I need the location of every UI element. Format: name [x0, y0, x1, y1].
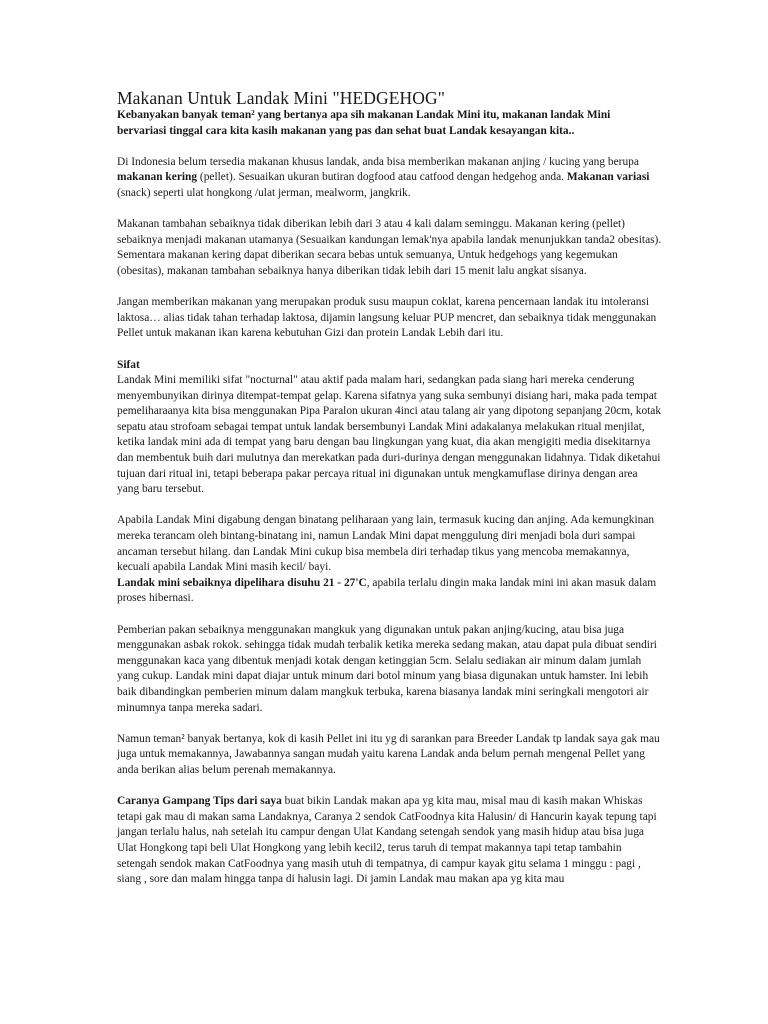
paragraph-nocturnal: Landak Mini memiliki sifat "nocturnal" atau aktif pada malam hari, sedangkan pada siang hari mereka cenderung menyembunyikan dirinya ditempat-tempat gelap. Karena sifatnya yang suka sembunyi disiang hari, maka pada tempat pemeliharaanya kita bisa menggunakan Pipa Paralon ukuran 4inci atau talang air yang dipotong sepanjang 20cm, kotak sepatu atau strofoam sebagai tempat untuk landak bersembunyi Landak Mini adakalanya melakukan ritual menjilat, ketika landak mini ada di tempat yang baru dengan bau lingkungan yang kuat, dia akan mengigiti media disekitarnya dan membentuk buih dari mulutnya dan merekatkan pada duri-durinya dengan menggunakan lidahnya. Tidak diketahui tujuan dari ritual ini, tetapi beberapa pakar percaya ritual ini digunakan untuk mengkamuflase dirinya dengan area yang baru tersebut. [117, 374, 662, 496]
article-title: Makanan Untuk Landak Mini "HEDGEHOG" [117, 88, 445, 108]
text-segment: , apabila terlalu dingin maka landak mini ini akan masuk dalam proses hibernasi. [117, 576, 657, 605]
paragraph-pellet-question: Namun teman² banyak bertanya, kok di kasih Pellet ini itu yg di sarankan para Breeder Landak tp landak saya gak mau juga untuk memakannya, Jawabannya sangan mudah yaitu karena Landak anda belum pernah mengenal Pellet yang anda berikan alias belum perenah memakannya. [117, 732, 660, 776]
paragraph-tips [117, 794, 662, 888]
article [117, 88, 662, 888]
text-segment: (snack) seperti ulat hongkong /ulat jerman, mealworm, jangkrik. [117, 186, 411, 199]
text-segment: Di Indonesia belum tersedia makanan khusus landak, anda bisa memberikan makanan anjing / kucing yang berupa [117, 155, 639, 168]
intro-paragraph: Kebanyakan banyak teman² yang bertanya apa sih makanan Landak Mini itu, makanan landak Mini bervariasi tinggal cara kita kasih makanan yang pas dan sehat buat Landak kesayangan kita.. [117, 109, 611, 137]
bold-tips: Caranya Gampang Tips dari saya [117, 795, 282, 808]
paragraph-temperature [117, 576, 662, 607]
bold-temperature: Landak mini sebaiknya dipelihara disuhu 21 - 27'C [117, 576, 367, 589]
paragraph-feeding-bowl: Pemberian pakan sebaiknya menggunakan mangkuk yang digunakan untuk pakan anjing/kucing, atau bisa juga menggunakan asbak rokok. sehingga tidak mudah terbalik ketika mereka sedang makan, atau dapat pula dibuat sendiri menggunakan kaca yang dibentuk menjadi kotak dengan ketinggian 5cm. Selalu sediakan air minum dalam jumlah yang cukup. Landak mini dapat diajar untuk minum dari botol minum yang biasa digunakan untuk hamster. Ini lebih baik dibandingkan pemberien minum dalam mangkuk terbuka, karena biasanya landak mini seringkali mengotori air minumnya tanpa mereka sadari. [117, 623, 657, 714]
paragraph-avoid-dairy: Jangan memberikan makanan yang merupakan produk susu maupun coklat, karena pencernaan landak itu intoleransi laktosa… alias tidak tahan terhadap laktosa, dijamin langsung keluar PUP mencret, dan sebaiknya tidak menggunakan Pellet untuk makanan ikan karena kebutuhan Gizi dan protein Landak Lebih dari itu. [117, 296, 657, 340]
bold-variety-food: Makanan variasi [566, 171, 650, 184]
heading-sifat: Sifat [117, 358, 140, 371]
paragraph-food-types [117, 155, 662, 202]
text-segment: buat bikin Landak makan apa yg kita mau, misal mau di kasih makan Whiskas tetapi gak mau di makan sama Landaknya, Caranya 2 sendok CatFoodnya kita Halusin/ di Hancurin kayak tepung tapi jangan terlalu halus, nah setelah itu campur dengan Ulat Kandang setengah sendok yang masih hidup atau bisa juga Ulat Hongkong tapi beli Ulat Hongkong yang lebih kecil2, terus taruh di tempat makannya tapi tetap tambahin setengah sendok makan CatFoodnya yang masih utuh di tempatnya, di campur kayak gitu selama 1 minggu : pagi , siang , sore dan malam hingga tanpa di halusin lagi. Di jamin Landak mau makan apa yg kita mau [117, 795, 657, 886]
text-segment: (pellet). Sesuaikan ukuran butiran dogfood atau catfood dengan hedgehog anda. [197, 171, 567, 184]
paragraph-other-pets: Apabila Landak Mini digabung dengan binatang peliharaan yang lain, termasuk kucing dan anjing. Ada kemungkinan mereka terancam oleh bintang-binatang ini, namun Landak Mini dapat menggulung diri menjadi bola duri sampai ancaman tersebut hilang. dan Landak Mini cukup bisa membela diri terhadap tikus yang mencoba memakannya, kecuali apabila Landak Mini masih kecil/ bayi. [117, 514, 655, 574]
bold-dry-food: makanan kering [117, 171, 198, 184]
paragraph-extra-food: Makanan tambahan sebaiknya tidak diberikan lebih dari 3 atau 4 kali dalam seminggu. Makanan kering (pellet) sebaiknya menjadi makanan utamanya (Sesuaikan kandungan lemak'nya apabila landak menunjukkan tanda2 obesitas). Sementara makanan kering dapat diberikan secara bebas untuk semuanya, Untuk hedgehogs yang kegemukan (obesitas), makanan tambahan sebaiknya hanya diberikan tidak lebih dari 15 menit lalu angkat sisanya. [117, 218, 662, 277]
